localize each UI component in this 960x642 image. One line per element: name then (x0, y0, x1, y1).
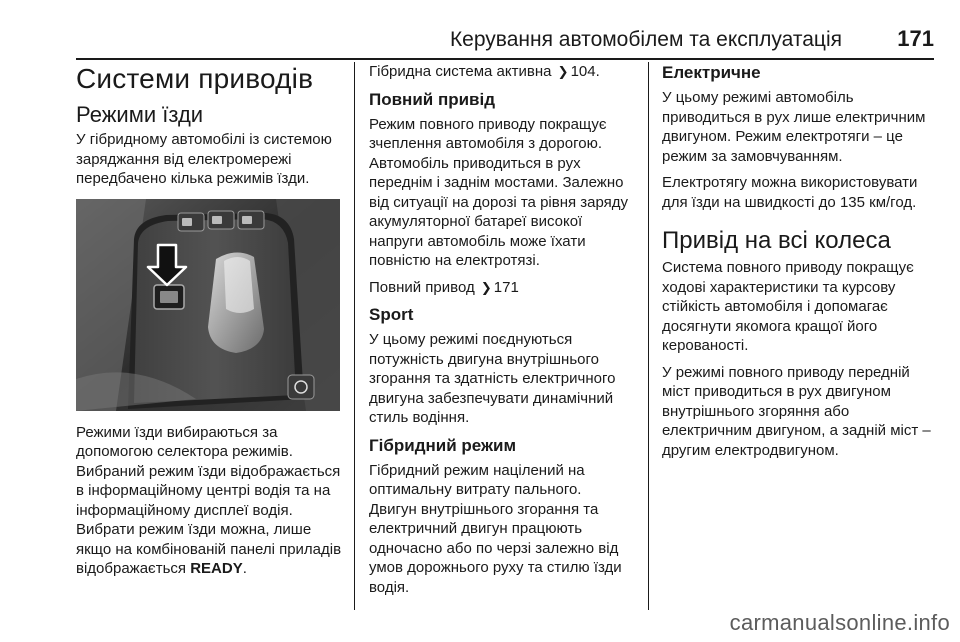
drive-mode-selector-image (76, 199, 340, 411)
page-header (76, 22, 934, 60)
hybrid-mode-title: Гібридний режим (369, 435, 517, 455)
subsection-title: Режими їзди (76, 102, 204, 127)
electric-mode-title: Електричне (662, 63, 761, 82)
header-title: Керування автомобілем та експлуатація (449, 28, 842, 51)
hybrid-mode-text: Гібридний режим націлений на оптимальну витрату пального. Двигун внутрішнього згорання та електричний двигун працюють одночасно або по черзі залежно від умов дорожнього руху та стилю їзди водія. (369, 461, 622, 596)
column-divider (354, 62, 355, 610)
header-divider (76, 58, 934, 60)
console-illustration (76, 199, 340, 411)
chevron-right-icon: ❯ (480, 279, 492, 295)
electric-mode-text: У цьому режимі автомобіль приводиться в рух лише електричним двигуном. Режим електротяги – це режим за замовчуванням. (662, 89, 926, 165)
electric-speed-text: Електротягу можна використовувати для їзди на швидкості до 135 км/год. (662, 174, 918, 211)
hybrid-active-reference[interactable]: Гібридна система активна ❯ 104. (369, 63, 600, 80)
ready-indicator: READY (190, 560, 243, 577)
awd-reference[interactable]: Повний привод ❯ 171 (369, 278, 519, 296)
watermark: carmanualsonline.info (729, 610, 950, 635)
awd-section-text-2: У режимі повного приводу передній міст приводиться в рух двигуном внутрішнього згоряння або електричним двигуном, а задній міст – другим електродвигуном. (662, 363, 931, 459)
awd-section-text: Система повного приводу покращує ходові характеристики та курсову стійкість автомобіля і допомагає досягнути якомога кращої його керованості. (662, 259, 914, 354)
column-2 (369, 62, 633, 604)
awd-mode-title: Повний привід (369, 89, 496, 109)
awd-mode-text: Режим повного приводу покращує зчеплення автомобіля з дорогою. Автомобіль приводиться в рух переднім і заднім мостами. Залежно від ситуації на дорозі та рівня заряду акумуляторної батареї високої напруги автомобіль може їхати повністю на електротязі. (369, 115, 629, 269)
section-title: Системи приводів (76, 63, 314, 94)
figure-caption: Режими їзди вибираються за допомогою селектора режимів. Вибраний режим їзди відображається в інформаційному центрі водія та на інформаційному дисплеї водія. Вибрати режим їзди можна, лише якщо на комбінованій панелі приладів відображається READY. (76, 423, 342, 577)
page-number: 171 (897, 26, 934, 51)
awd-section-title: Привід на всі колеса (662, 227, 891, 254)
column-3 (662, 62, 934, 467)
chevron-right-icon: ❯ (557, 64, 569, 79)
sport-mode-title: Sport (369, 305, 414, 324)
intro-paragraph: У гібридному автомобілі із системою заряджання від електромережі передбачено кілька режимів їзди. (76, 131, 332, 187)
sport-mode-text: У цьому режимі поєднуються потужність двигуна внутрішнього згорання та здатність електричного двигуна забезпечувати динамічний стиль водіння. (369, 331, 616, 426)
column-1 (76, 62, 344, 585)
column-divider (648, 62, 649, 610)
